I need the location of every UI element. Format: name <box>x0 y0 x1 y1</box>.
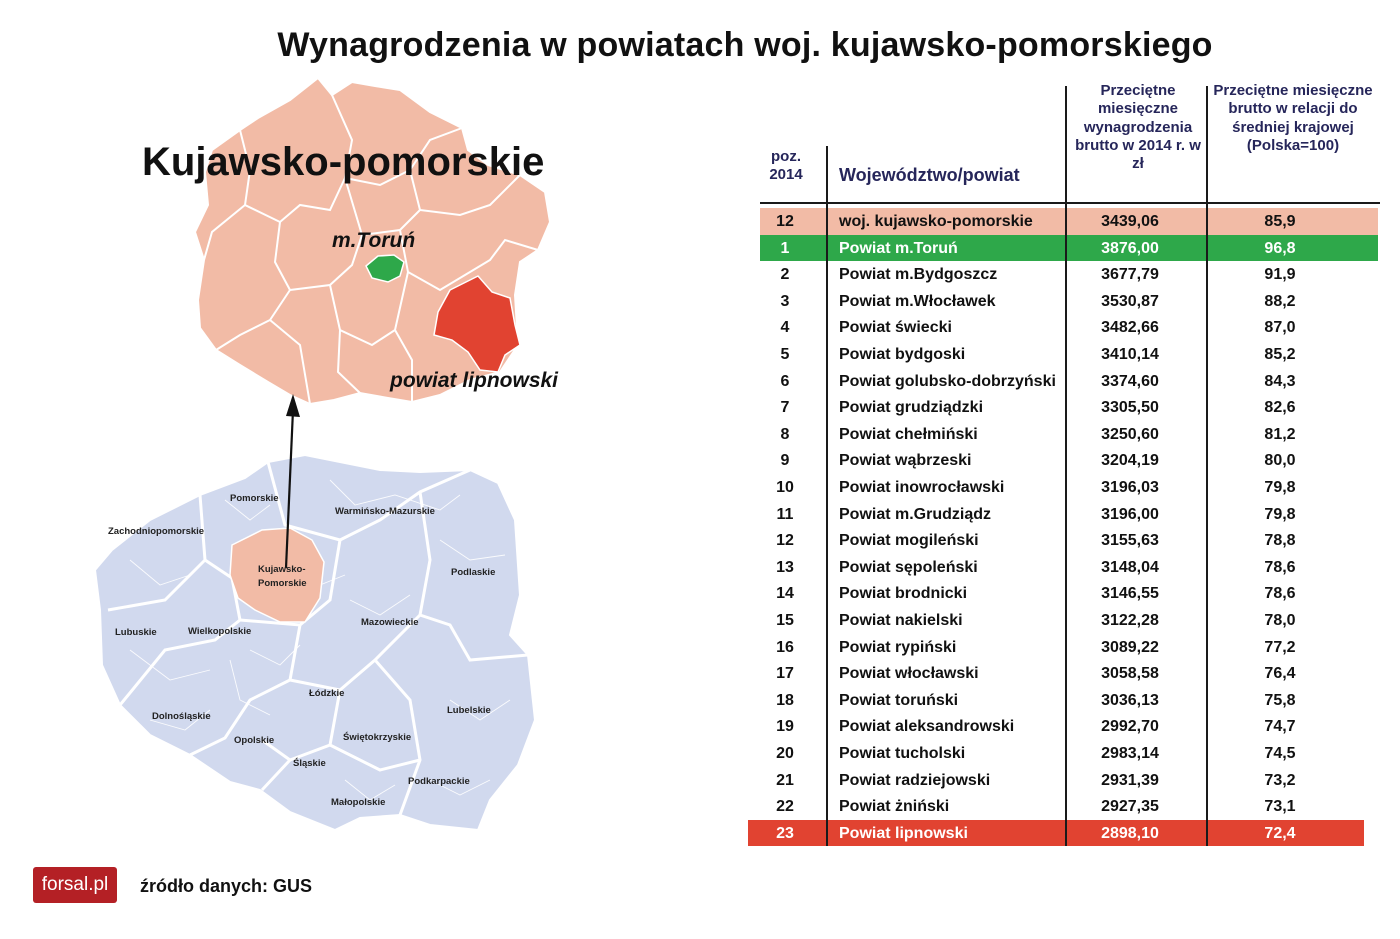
cell-relative: 78,8 <box>1264 532 1296 550</box>
cell-wage: 3122,28 <box>1101 612 1159 629</box>
voivodeship-label: Lubelskie <box>447 705 491 716</box>
cell-wage: 3439,06 <box>1101 213 1159 230</box>
cell-relative: 78,6 <box>1264 558 1296 576</box>
column-divider <box>826 146 828 846</box>
cell-wage: 3196,00 <box>1101 505 1159 523</box>
cell-poz: 19 <box>776 718 794 736</box>
table-row <box>740 793 1380 820</box>
voivodeship-label: Podkarpackie <box>408 776 470 787</box>
voivodeship-label: Podlaskie <box>451 567 496 578</box>
cell-name: Powiat wąbrzeski <box>839 452 972 470</box>
table-row <box>740 767 1380 794</box>
table-row <box>740 501 1380 528</box>
cell-poz: 13 <box>776 558 794 576</box>
cell-wage: 2983,14 <box>1101 745 1159 762</box>
cell-name: Powiat sępoleński <box>839 558 978 576</box>
region-name-label: Kujawsko-pomorskie <box>142 140 545 184</box>
voivodeship-label: Mazowieckie <box>361 617 419 628</box>
cell-name: Powiat radziejowski <box>839 771 991 789</box>
voivodeship-label: Kujawsko- <box>258 564 306 575</box>
cell-poz: 17 <box>776 665 794 683</box>
voivodeship-label: Małopolskie <box>331 797 386 808</box>
cell-relative: 78,6 <box>1264 585 1296 603</box>
cell-name: Powiat włocławski <box>839 665 979 683</box>
cell-relative: 81,2 <box>1264 425 1296 443</box>
table-row <box>740 314 1380 341</box>
table-row <box>740 580 1380 607</box>
table-row <box>740 607 1380 634</box>
poland-map <box>95 455 535 830</box>
voivodeship-label: Śląskie <box>293 758 326 769</box>
cell-wage: 3036,13 <box>1101 691 1159 709</box>
cell-relative: 85,9 <box>1264 213 1296 230</box>
cell-poz: 14 <box>776 585 794 603</box>
cell-relative: 88,2 <box>1264 292 1296 310</box>
cell-relative: 91,9 <box>1264 266 1296 284</box>
header-poz: poz. 2014 <box>769 148 803 184</box>
cell-name: Powiat chełmiński <box>839 425 978 443</box>
cell-poz: 22 <box>776 798 794 816</box>
table-row <box>740 634 1380 661</box>
cell-poz: 12 <box>776 532 794 550</box>
cell-wage: 3250,60 <box>1101 425 1159 443</box>
table-row <box>740 687 1380 714</box>
cell-relative: 79,8 <box>1264 505 1296 523</box>
cell-poz: 8 <box>780 425 790 443</box>
cell-relative: 73,2 <box>1264 771 1296 789</box>
lipnowski-label: powiat lipnowski <box>390 369 559 392</box>
cell-poz: 5 <box>780 346 790 363</box>
cell-relative: 82,6 <box>1264 399 1296 417</box>
cell-poz: 2 <box>780 266 790 284</box>
cell-relative: 84,3 <box>1264 372 1296 390</box>
poland-shape <box>95 455 535 830</box>
cell-relative: 78,0 <box>1264 612 1296 629</box>
voivodeship-label: Opolskie <box>234 735 275 746</box>
cell-relative: 85,2 <box>1264 346 1296 363</box>
torun-label: m.Toruń <box>332 229 416 252</box>
cell-relative: 77,2 <box>1264 638 1296 656</box>
cell-name: Powiat grudziądzki <box>839 399 984 417</box>
table-row <box>740 368 1380 395</box>
header-wage: Przeciętne miesięczne wynagrodzenia brutto w 2014 r. w zł <box>1075 82 1201 173</box>
cell-relative: 73,1 <box>1264 798 1296 816</box>
cell-wage: 2927,35 <box>1101 798 1159 816</box>
cell-wage: 3677,79 <box>1101 266 1159 284</box>
voivodeship-label: Zachodniopomorskie <box>108 526 205 537</box>
cell-wage: 3482,66 <box>1101 319 1159 337</box>
cell-poz: 20 <box>776 745 794 762</box>
table-row <box>740 341 1380 368</box>
cell-name: Powiat brodnicki <box>839 585 968 603</box>
cell-wage: 3196,03 <box>1101 479 1159 496</box>
cell-poz: 23 <box>776 824 794 842</box>
cell-relative: 96,8 <box>1264 239 1296 257</box>
cell-relative: 75,8 <box>1264 691 1296 709</box>
page-title: Wynagrodzenia w powiatach woj. kujawsko-pomorskiego <box>277 26 1213 64</box>
cell-relative: 87,0 <box>1264 319 1296 337</box>
header-divider <box>760 202 1380 204</box>
cell-poz: 10 <box>776 479 794 496</box>
cell-wage: 3410,14 <box>1101 346 1159 363</box>
table-row <box>740 740 1380 767</box>
table-row <box>740 660 1380 687</box>
cell-poz: 1 <box>780 239 790 257</box>
cell-poz: 18 <box>776 691 794 709</box>
cell-poz: 7 <box>780 399 790 417</box>
cell-relative: 74,7 <box>1264 718 1296 736</box>
cell-name: Powiat lipnowski <box>839 824 968 842</box>
cell-poz: 4 <box>780 319 790 337</box>
cell-poz: 6 <box>780 372 790 390</box>
cell-relative: 76,4 <box>1264 665 1296 683</box>
cell-wage: 3148,04 <box>1101 558 1159 576</box>
column-divider <box>1065 86 1067 846</box>
cell-poz: 15 <box>776 612 794 629</box>
cell-name: Powiat golubsko-dobrzyński <box>839 372 1056 390</box>
cell-poz: 3 <box>780 292 790 310</box>
cell-name: Powiat m.Włocławek <box>839 292 996 310</box>
cell-wage: 3374,60 <box>1101 372 1159 390</box>
cell-wage: 2931,39 <box>1101 771 1159 789</box>
cell-name: Powiat rypiński <box>839 638 957 656</box>
table-row <box>740 447 1380 474</box>
cell-wage: 3530,87 <box>1101 292 1159 310</box>
forsal-logo[interactable]: forsal.pl <box>33 867 117 903</box>
cell-poz: 9 <box>780 452 790 470</box>
cell-name: Powiat m.Toruń <box>839 239 958 257</box>
table-row <box>740 474 1380 501</box>
cell-name: Powiat m.Bydgoszcz <box>839 266 998 284</box>
cell-name: Powiat tucholski <box>839 745 966 762</box>
cell-name: Powiat aleksandrowski <box>839 718 1015 736</box>
voivodeship-label: Łódzkie <box>309 688 345 699</box>
table-row <box>740 394 1380 421</box>
cell-wage: 3876,00 <box>1101 239 1159 257</box>
cell-poz: 11 <box>776 505 794 523</box>
table-row <box>740 288 1380 315</box>
cell-name: Powiat inowrocławski <box>839 479 1005 496</box>
table-row <box>740 235 1380 262</box>
cell-poz: 12 <box>776 213 794 230</box>
cell-name: Powiat bydgoski <box>839 346 966 363</box>
cell-relative: 80,0 <box>1264 452 1296 470</box>
voivodeship-label: Pomorskie <box>230 493 279 504</box>
cell-name: Powiat nakielski <box>839 612 963 629</box>
cell-relative: 72,4 <box>1264 824 1296 842</box>
table-row <box>740 261 1380 288</box>
cell-wage: 3204,19 <box>1101 452 1159 470</box>
voivodeship-label: Dolnośląskie <box>152 711 211 722</box>
cell-wage: 3155,63 <box>1101 532 1159 550</box>
table-row <box>740 554 1380 581</box>
table-row <box>740 208 1380 235</box>
cell-wage: 3058,58 <box>1101 665 1159 683</box>
column-divider <box>1206 86 1208 846</box>
voivodeship-label: Świętokrzyskie <box>343 732 412 743</box>
cell-wage: 3146,55 <box>1101 585 1159 603</box>
cell-name: woj. kujawsko-pomorskie <box>839 213 1033 230</box>
cell-wage: 3305,50 <box>1101 399 1159 417</box>
cell-name: Powiat m.Grudziądz <box>839 505 992 523</box>
cell-wage: 2992,70 <box>1101 718 1159 736</box>
cell-wage: 2898,10 <box>1101 824 1159 842</box>
data-source: źródło danych: GUS <box>140 876 313 896</box>
cell-name: Powiat mogileński <box>839 532 979 550</box>
cell-name: Powiat żniński <box>839 798 950 816</box>
header-relative: Przeciętne miesięczne brutto w relacji do średniej krajowej (Polska=100) <box>1213 82 1373 154</box>
cell-poz: 16 <box>776 638 794 656</box>
table-row <box>740 421 1380 448</box>
wages-table <box>740 78 1380 853</box>
cell-name: Powiat toruński <box>839 691 959 709</box>
table-row <box>740 820 1380 847</box>
cell-wage: 3089,22 <box>1101 638 1159 656</box>
voivodeship-label: Lubuskie <box>115 627 157 638</box>
cell-name: Powiat świecki <box>839 319 952 337</box>
voivodeship-label: Wielkopolskie <box>188 626 252 637</box>
cell-relative: 79,8 <box>1264 479 1296 496</box>
cell-relative: 74,5 <box>1264 745 1296 762</box>
voivodeship-label: Warmińsko-Mazurskie <box>335 506 435 517</box>
header-name: Województwo/powiat <box>839 165 1020 185</box>
table-row <box>740 527 1380 554</box>
cell-poz: 21 <box>776 771 794 789</box>
table-row <box>740 713 1380 740</box>
voivodeship-label: Pomorskie <box>258 578 307 589</box>
